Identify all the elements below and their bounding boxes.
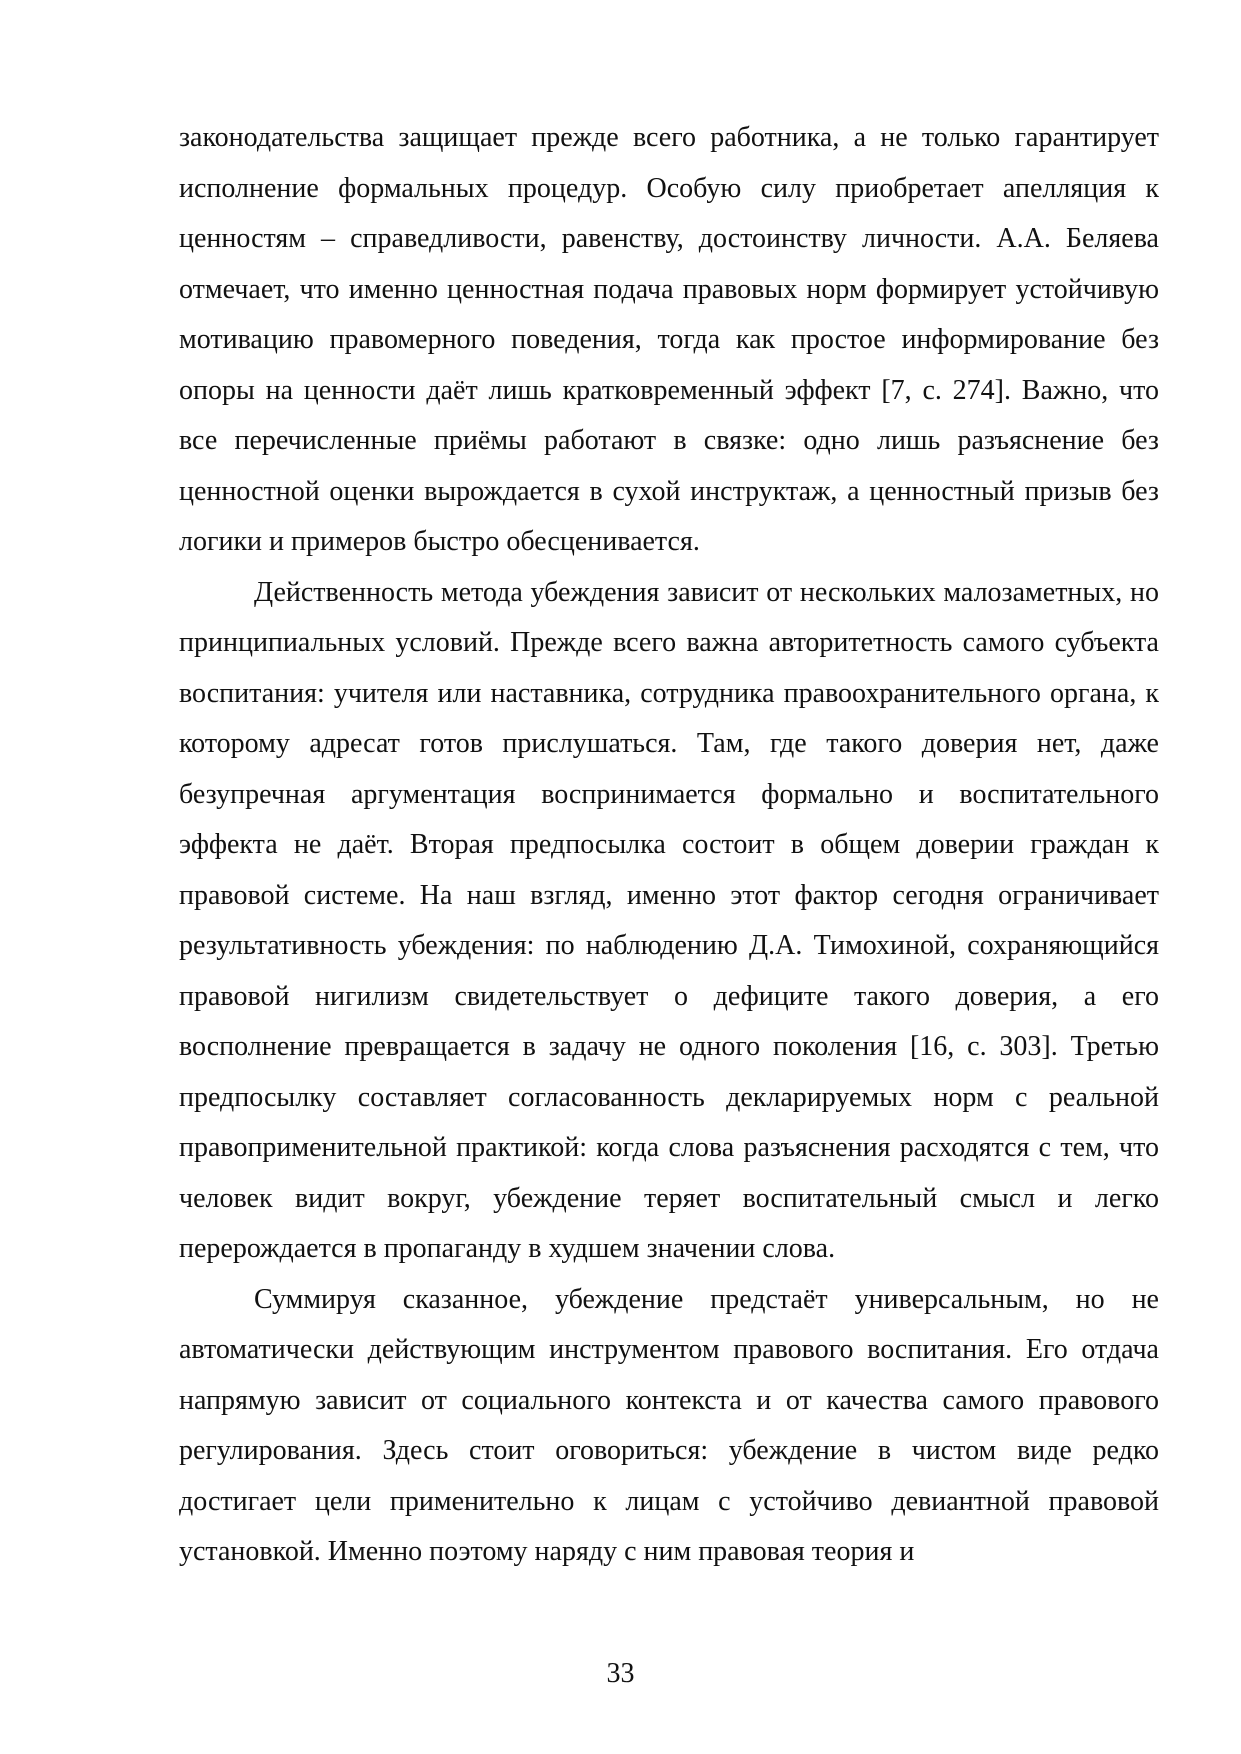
paragraph-summary: Суммируя сказанное, убеждение предстаёт универсальным, но не автоматически действующим инструментом правового воспитания. Его отдача напрямую зависит от социального контекста и от качества самого правового регулирования. Здесь стоит оговориться: убеждение в чистом виде редко достигает цели применительно к лицам с устойчиво девиантной правовой установкой. Именно поэтому наряду с ним правовая теория и xyxy=(179,1283,1159,1567)
page-number: 33 xyxy=(606,1658,635,1689)
paragraph-continuation: законодательства защищает прежде всего работника, а не только гарантирует исполнение формальных процедур. Особую силу приобретает апелляция к ценностям – справедливости, равенству, достоинству личности. А.А. Беляева отмечает, что именно ценностная подача правовых норм формирует устойчивую мотивацию правомерного поведения, тогда как простое информирование без опоры на ценности даёт лишь кратковременный эффект [7, с. 274]. Важно, что все перечисленные приёмы работают в связке: одно лишь разъяснение без ценностной оценки вырождается в сухой инструктаж, а ценностный призыв без логики и примеров быстро обесценивается. xyxy=(179,122,1159,557)
paragraph-persuasion-conditions: Действенность метода убеждения зависит от нескольких малозаметных, но принципиальных условий. Прежде всего важна авторитетность самого субъекта воспитания: учителя или наставника, сотрудника правоохранительного органа, к которому адресат готов прислушаться. Там, где такого доверия нет, даже безупречная аргументация воспринимается формально и воспитательного эффекта не даёт. Вторая предпосылка состоит в общем доверии граждан к правовой системе. На наш взгляд, именно этот фактор сегодня ограничивает результативность убеждения: по наблюдению Д.А. Тимохиной, сохраняющийся правовой нигилизм свидетельствует о дефиците такого доверия, а его восполнение превращается в задачу не одного поколения [16, с. 303]. Третью предпосылку составляет согласованность декларируемых норм с реальной правоприменительной практикой: когда слова разъяснения расходятся с тем, что человек видит вокруг, убеждение теряет воспитательный смысл и легко перерождается в пропаганду в худшем значении слова. xyxy=(179,576,1159,1264)
body-text xyxy=(179,113,1159,1578)
